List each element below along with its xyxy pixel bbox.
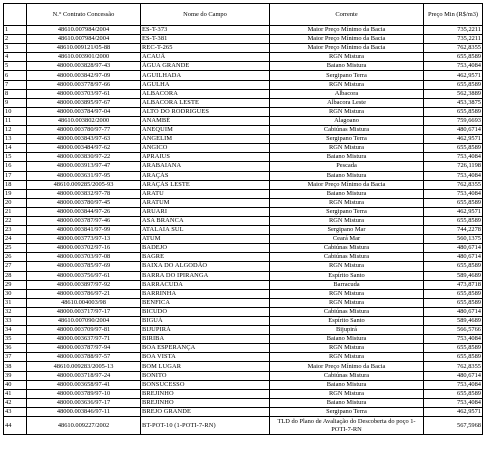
table-row (4, 417, 483, 435)
table-row (4, 180, 483, 189)
min-price-cell: 480,6714 (424, 253, 483, 262)
row-number-cell: 20 (4, 198, 27, 207)
min-price-cell: 480,6714 (424, 307, 483, 316)
row-number-cell: 28 (4, 271, 27, 280)
row-number-cell: 13 (4, 135, 27, 144)
stream-name-cell: RGN Mistura (270, 80, 424, 89)
row-number-cell: 5 (4, 62, 27, 71)
stream-name-cell: RGN Mistura (270, 353, 424, 362)
contract-number-cell: 48000.003789/97-10 (27, 389, 141, 398)
stream-name-cell: Baiano Mistura (270, 62, 424, 71)
row-number-cell: 16 (4, 162, 27, 171)
contract-number-cell: 48000.003787/97-46 (27, 216, 141, 225)
field-name-cell: ARATUM (141, 198, 270, 207)
row-number-cell: 31 (4, 298, 27, 307)
contract-number-cell: 48000.003718/97-24 (27, 371, 141, 380)
row-number-cell: 9 (4, 98, 27, 107)
table-row (4, 126, 483, 135)
field-name-cell: BADEJO (141, 244, 270, 253)
table-row (4, 98, 483, 107)
contract-number-cell: 48000.003780/97-77 (27, 126, 141, 135)
row-number-cell: 24 (4, 235, 27, 244)
table-row (4, 162, 483, 171)
contract-number-cell: 48610.003901/2000 (27, 53, 141, 62)
stream-name-cell: Maior Preço Mínimo da Bacia (270, 180, 424, 189)
stream-name-cell: RGN Mistura (270, 262, 424, 271)
table-header-row (4, 4, 483, 26)
min-price-cell: 655,8589 (424, 298, 483, 307)
row-number-cell: 35 (4, 335, 27, 344)
row-number-cell: 42 (4, 398, 27, 407)
contract-number-cell: 48000.003703/97-08 (27, 253, 141, 262)
table-row (4, 344, 483, 353)
row-number-cell: 36 (4, 344, 27, 353)
table-row (4, 335, 483, 344)
field-name-cell: ANEQUIM (141, 126, 270, 135)
table-row (4, 89, 483, 98)
row-number-cell: 26 (4, 253, 27, 262)
row-number-cell: 41 (4, 389, 27, 398)
header-field: Nome do Campo (141, 4, 270, 26)
row-number-cell: 33 (4, 317, 27, 326)
min-price-cell: 560,1375 (424, 235, 483, 244)
table-row (4, 280, 483, 289)
table-row (4, 80, 483, 89)
contract-number-cell: 48000.003846/97-11 (27, 407, 141, 416)
table-row (4, 116, 483, 125)
stream-name-cell: RGN Mistura (270, 107, 424, 116)
field-name-cell: BREJO GRANDE (141, 407, 270, 416)
stream-name-cell: Baiano Mistura (270, 189, 424, 198)
row-number-cell: 23 (4, 226, 27, 235)
contract-number-cell: 48000.003484/97-62 (27, 144, 141, 153)
contract-number-cell: 48610.007984/2004 (27, 35, 141, 44)
contract-number-cell: 48000.003709/97-81 (27, 326, 141, 335)
min-price-cell: 753,4084 (424, 398, 483, 407)
min-price-cell: 655,8589 (424, 353, 483, 362)
row-number-cell: 44 (4, 417, 27, 435)
min-price-cell: 562,3889 (424, 89, 483, 98)
contract-number-cell: 48000.003895/97-67 (27, 98, 141, 107)
stream-name-cell: RGN Mistura (270, 198, 424, 207)
row-number-cell: 1 (4, 26, 27, 35)
min-price-cell: 462,9571 (424, 407, 483, 416)
min-price-cell: 589,4689 (424, 317, 483, 326)
header-num (4, 4, 27, 26)
header-stream: Corrente (270, 4, 424, 26)
min-price-cell: 744,2278 (424, 226, 483, 235)
price-table (3, 3, 483, 435)
min-price-cell: 753,4084 (424, 62, 483, 71)
stream-name-cell: Baiano Mistura (270, 380, 424, 389)
field-name-cell: BARRACUDA (141, 280, 270, 289)
table-row (4, 207, 483, 216)
min-price-cell: 566,5766 (424, 326, 483, 335)
stream-name-cell: Maior Preço Mínimo da Bacia (270, 44, 424, 53)
stream-name-cell: Espírito Santo (270, 271, 424, 280)
contract-number-cell: 48000.003913/97-47 (27, 162, 141, 171)
table-row (4, 253, 483, 262)
table-row (4, 135, 483, 144)
contract-number-cell: 48000.003785/97-69 (27, 262, 141, 271)
stream-name-cell: Cabiúnas Mistura (270, 253, 424, 262)
stream-name-cell: Baiano Mistura (270, 171, 424, 180)
field-name-cell: BREJINHO (141, 398, 270, 407)
row-number-cell: 3 (4, 44, 27, 53)
field-name-cell: BOA VISTA (141, 353, 270, 362)
field-name-cell: BOM LUGAR (141, 362, 270, 371)
stream-name-cell: Sergipano Terra (270, 207, 424, 216)
min-price-cell: 735,2211 (424, 26, 483, 35)
stream-name-cell: Maior Preço Mínimo da Bacia (270, 26, 424, 35)
table-row (4, 307, 483, 316)
stream-name-cell: Baiano Mistura (270, 153, 424, 162)
min-price-cell: 655,8589 (424, 389, 483, 398)
field-name-cell: ES-T-373 (141, 26, 270, 35)
table-row (4, 44, 483, 53)
table-row (4, 62, 483, 71)
stream-name-cell: RGN Mistura (270, 53, 424, 62)
contract-number-cell: 48000.003788/97-57 (27, 353, 141, 362)
stream-name-cell: RGN Mistura (270, 216, 424, 225)
min-price-cell: 655,8589 (424, 144, 483, 153)
field-name-cell: APRAIUS (141, 153, 270, 162)
min-price-cell: 753,4084 (424, 171, 483, 180)
field-name-cell: ATUM (141, 235, 270, 244)
table-body (4, 26, 483, 435)
stream-name-cell: Albacora (270, 89, 424, 98)
contract-number-cell: 48000.003787/97-94 (27, 344, 141, 353)
stream-name-cell: RGN Mistura (270, 298, 424, 307)
row-number-cell: 30 (4, 289, 27, 298)
min-price-cell: 655,8589 (424, 216, 483, 225)
min-price-cell: 473,8718 (424, 280, 483, 289)
min-price-cell: 655,8589 (424, 344, 483, 353)
field-name-cell: BIGUÁ (141, 317, 270, 326)
min-price-cell: 753,4084 (424, 335, 483, 344)
contract-number-cell: 48000.003842/97-09 (27, 71, 141, 80)
min-price-cell: 655,8589 (424, 289, 483, 298)
stream-name-cell: Cabiúnas Mistura (270, 371, 424, 380)
stream-name-cell: Ceará Mar (270, 235, 424, 244)
min-price-cell: 753,4084 (424, 189, 483, 198)
contract-number-cell: 48000.003830/97-22 (27, 153, 141, 162)
min-price-cell: 462,9571 (424, 135, 483, 144)
row-number-cell: 14 (4, 144, 27, 153)
min-price-cell: 567,5968 (424, 417, 483, 435)
table-row (4, 262, 483, 271)
field-name-cell: BOA ESPERANÇA (141, 344, 270, 353)
contract-number-cell: 48000.003778/97-66 (27, 80, 141, 89)
contract-number-cell: 48610.007984/2004 (27, 26, 141, 35)
field-name-cell: ARUARI (141, 207, 270, 216)
min-price-cell: 589,4689 (424, 271, 483, 280)
field-name-cell: BARRA DO IPIRANGA (141, 271, 270, 280)
field-name-cell: BAIXA DO ALGODÃO (141, 262, 270, 271)
contract-number-cell: 48610.009121/05-88 (27, 44, 141, 53)
stream-name-cell: Maior Preço Mínimo da Bacia (270, 362, 424, 371)
field-name-cell: AGULHA (141, 80, 270, 89)
row-number-cell: 10 (4, 107, 27, 116)
row-number-cell: 7 (4, 80, 27, 89)
row-number-cell: 40 (4, 380, 27, 389)
row-number-cell: 15 (4, 153, 27, 162)
min-price-cell: 762,8355 (424, 362, 483, 371)
contract-number-cell: 48610.009227/2002 (27, 417, 141, 435)
field-name-cell: ARAÇÁS LESTE (141, 180, 270, 189)
row-number-cell: 19 (4, 189, 27, 198)
field-name-cell: REC-T-265 (141, 44, 270, 53)
table-row (4, 226, 483, 235)
contract-number-cell: 48610.009283/2005-13 (27, 362, 141, 371)
min-price-cell: 655,8589 (424, 107, 483, 116)
contract-number-cell: 48000.003784/97-04 (27, 107, 141, 116)
row-number-cell: 25 (4, 244, 27, 253)
table-row (4, 171, 483, 180)
stream-name-cell: Cabiúnas Mistura (270, 244, 424, 253)
stream-name-cell: Espírito Santo (270, 317, 424, 326)
min-price-cell: 655,8589 (424, 262, 483, 271)
contract-number-cell: 48000.003658/97-41 (27, 380, 141, 389)
stream-name-cell: RGN Mistura (270, 344, 424, 353)
contract-number-cell: 48000.003773/97-13 (27, 235, 141, 244)
min-price-cell: 453,3875 (424, 98, 483, 107)
field-name-cell: ARAÇÁS (141, 171, 270, 180)
contract-number-cell: 48000.003756/97-61 (27, 271, 141, 280)
table-row (4, 389, 483, 398)
table-row (4, 289, 483, 298)
row-number-cell: 29 (4, 280, 27, 289)
min-price-cell: 655,8589 (424, 53, 483, 62)
row-number-cell: 38 (4, 362, 27, 371)
min-price-cell: 462,9571 (424, 71, 483, 80)
row-number-cell: 27 (4, 262, 27, 271)
table-row (4, 53, 483, 62)
row-number-cell: 6 (4, 71, 27, 80)
table-row (4, 326, 483, 335)
field-name-cell: BAGRE (141, 253, 270, 262)
row-number-cell: 32 (4, 307, 27, 316)
row-number-cell: 4 (4, 53, 27, 62)
stream-name-cell: Sergipano Terra (270, 135, 424, 144)
stream-name-cell: Cabiúnas Mistura (270, 126, 424, 135)
stream-name-cell: RGN Mistura (270, 289, 424, 298)
field-name-cell: ANGICO (141, 144, 270, 153)
row-number-cell: 2 (4, 35, 27, 44)
row-number-cell: 12 (4, 126, 27, 135)
field-name-cell: BREJINHO (141, 389, 270, 398)
min-price-cell: 480,6714 (424, 371, 483, 380)
field-name-cell: BIRIBA (141, 335, 270, 344)
contract-number-cell: 48000.003841/97-99 (27, 226, 141, 235)
contract-number-cell: 48610.007090/2004 (27, 317, 141, 326)
field-name-cell: BARRINHA (141, 289, 270, 298)
field-name-cell: ALBACORA (141, 89, 270, 98)
table-row (4, 362, 483, 371)
table-row (4, 144, 483, 153)
table-row (4, 244, 483, 253)
header-price: Preço Min (R$/m3) (424, 4, 483, 26)
stream-name-cell: Baiano Mistura (270, 335, 424, 344)
table-row (4, 198, 483, 207)
contract-number-cell: 48000.003832/97-78 (27, 189, 141, 198)
min-price-cell: 735,2211 (424, 35, 483, 44)
stream-name-cell: Maior Preço Mínimo da Bacia (270, 35, 424, 44)
field-name-cell: BICUDO (141, 307, 270, 316)
table-row (4, 107, 483, 116)
table-row (4, 380, 483, 389)
contract-number-cell: 48000.003637/97-71 (27, 335, 141, 344)
stream-name-cell: Alagoano (270, 116, 424, 125)
row-number-cell: 11 (4, 116, 27, 125)
contract-number-cell: 48000.003631/97-95 (27, 171, 141, 180)
field-name-cell: ACAUÃ (141, 53, 270, 62)
header-contract: N.° Contrato Concessão (27, 4, 141, 26)
field-name-cell: ARATU (141, 189, 270, 198)
contract-number-cell: 48610.003802/2000 (27, 116, 141, 125)
contract-number-cell: 48000.003843/97-63 (27, 135, 141, 144)
field-name-cell: ANGELIM (141, 135, 270, 144)
field-name-cell: AGUILHADA (141, 71, 270, 80)
row-number-cell: 34 (4, 326, 27, 335)
field-name-cell: ALBACORA LESTE (141, 98, 270, 107)
table-row (4, 153, 483, 162)
min-price-cell: 655,8589 (424, 198, 483, 207)
table-row (4, 189, 483, 198)
stream-name-cell: Sergipano Terra (270, 71, 424, 80)
stream-name-cell: Baiano Mistura (270, 398, 424, 407)
field-name-cell: ARABAIANA (141, 162, 270, 171)
stream-name-cell: TLD do Plano de Avaliação do Descoberta do poço 1-POTI-7-RN (270, 417, 424, 435)
contract-number-cell: 48000.003636/97-17 (27, 398, 141, 407)
table-row (4, 298, 483, 307)
row-number-cell: 18 (4, 180, 27, 189)
stream-name-cell: Bijupirá (270, 326, 424, 335)
contract-number-cell: 48000.003844/97-26 (27, 207, 141, 216)
table-row (4, 35, 483, 44)
field-name-cell: ATALAIA SUL (141, 226, 270, 235)
field-name-cell: ÁGUA GRANDE (141, 62, 270, 71)
contract-number-cell: 48610.009285/2005-93 (27, 180, 141, 189)
contract-number-cell: 48610.004003/98 (27, 298, 141, 307)
row-number-cell: 17 (4, 171, 27, 180)
min-price-cell: 462,9571 (424, 207, 483, 216)
min-price-cell: 480,6714 (424, 126, 483, 135)
field-name-cell: ES-T-381 (141, 35, 270, 44)
table-row (4, 371, 483, 380)
stream-name-cell: Pescada (270, 162, 424, 171)
contract-number-cell: 48000.003703/97-61 (27, 89, 141, 98)
stream-name-cell: Cabiúnas Mistura (270, 307, 424, 316)
field-name-cell: BONITO (141, 371, 270, 380)
field-name-cell: BONSUCESSO (141, 380, 270, 389)
stream-name-cell: Sergipano Terra (270, 407, 424, 416)
table-row (4, 407, 483, 416)
table-row (4, 235, 483, 244)
contract-number-cell: 48000.003717/97-17 (27, 307, 141, 316)
table-row (4, 71, 483, 80)
table-row (4, 216, 483, 225)
min-price-cell: 753,4084 (424, 153, 483, 162)
stream-name-cell: Barracuda (270, 280, 424, 289)
table-row (4, 353, 483, 362)
field-name-cell: ANAMBÉ (141, 116, 270, 125)
min-price-cell: 753,4084 (424, 380, 483, 389)
row-number-cell: 21 (4, 207, 27, 216)
stream-name-cell: RGN Mistura (270, 144, 424, 153)
row-number-cell: 37 (4, 353, 27, 362)
min-price-cell: 759,6693 (424, 116, 483, 125)
row-number-cell: 39 (4, 371, 27, 380)
contract-number-cell: 48000.003786/97-21 (27, 289, 141, 298)
stream-name-cell: Albacora Leste (270, 98, 424, 107)
row-number-cell: 8 (4, 89, 27, 98)
stream-name-cell: Sergipano Mar (270, 226, 424, 235)
field-name-cell: ALTO DO RODRIGUES (141, 107, 270, 116)
contract-number-cell: 48000.003702/97-16 (27, 244, 141, 253)
min-price-cell: 762,8355 (424, 44, 483, 53)
table-row (4, 26, 483, 35)
min-price-cell: 480,6714 (424, 244, 483, 253)
min-price-cell: 655,8589 (424, 80, 483, 89)
row-number-cell: 22 (4, 216, 27, 225)
row-number-cell: 43 (4, 407, 27, 416)
field-name-cell: BT-POT-10 (1-POTI-7-RN) (141, 417, 270, 435)
contract-number-cell: 48000.003897/97-92 (27, 280, 141, 289)
table-row (4, 271, 483, 280)
field-name-cell: BENFICA (141, 298, 270, 307)
price-table-container (3, 3, 481, 435)
table-row (4, 398, 483, 407)
stream-name-cell: RGN Mistura (270, 389, 424, 398)
min-price-cell: 762,8355 (424, 180, 483, 189)
contract-number-cell: 48000.003828/97-43 (27, 62, 141, 71)
field-name-cell: BIJUPIRÁ (141, 326, 270, 335)
field-name-cell: ASA BRANCA (141, 216, 270, 225)
contract-number-cell: 48000.003780/97-45 (27, 198, 141, 207)
table-row (4, 317, 483, 326)
min-price-cell: 726,1198 (424, 162, 483, 171)
